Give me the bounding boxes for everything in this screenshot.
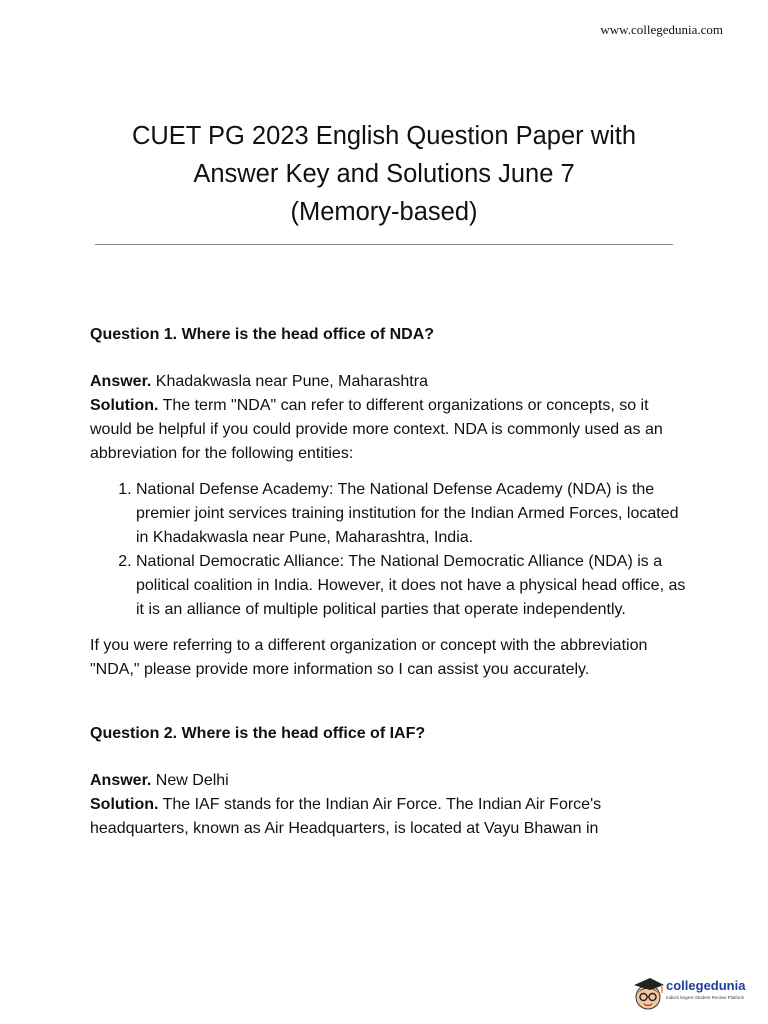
answer-label: Answer.: [90, 373, 152, 390]
answer-label: Answer.: [90, 772, 152, 789]
title-divider: [95, 244, 673, 245]
brand-name: collegedunia: [666, 978, 746, 993]
list-item: 1. National Defense Academy: The National Defense Academy (NDA) is the premier joint services training institution for the Indian Armed Forces, located in Khadakwasla near Pune, Maharashtra, India.: [136, 478, 690, 550]
brand-tagline: India's largest Student Review Platform: [666, 995, 745, 1000]
answer-1: [90, 370, 690, 394]
mascot-icon: [632, 975, 666, 1015]
solution-1: [90, 394, 690, 466]
document-body: [90, 323, 690, 841]
answer-text: New Delhi: [151, 772, 229, 789]
question-1: Question 1. Where is the head office of NDA?: [90, 326, 435, 343]
closing-paragraph: If you were referring to a different organization or concept with the abbreviation "NDA," please provide more information so I can assist you accurately.: [90, 637, 648, 678]
solution-text: The IAF stands for the Indian Air Force. The Indian Air Force's headquarters, known as Air Headquarters, is located at Vayu Bhawan in: [90, 796, 602, 837]
answer-text: Khadakwasla near Pune, Maharashtra: [151, 373, 428, 390]
site-url[interactable]: www.collegedunia.com: [600, 22, 723, 37]
question-2: Question 2. Where is the head office of IAF?: [90, 725, 426, 742]
title-line-3: (Memory-based): [290, 198, 478, 226]
title-line-1: CUET PG 2023 English Question Paper with: [131, 122, 637, 150]
answer-2: [90, 769, 690, 793]
document-title: [60, 117, 708, 231]
collegedunia-logo: [632, 975, 752, 1015]
title-line-2: Answer Key and Solutions June 7: [193, 160, 575, 188]
solution-label: Solution.: [90, 397, 159, 414]
solution-2: [90, 793, 690, 841]
solution-label: Solution.: [90, 796, 159, 813]
entity-list: [90, 478, 690, 622]
solution-text: The term "NDA" can refer to different organizations or concepts, so it would be helpful if you could provide more context. NDA is commonly used as an abbreviation for the following entities:: [90, 397, 663, 462]
list-item: 2. National Democratic Alliance: The National Democratic Alliance (NDA) is a political coalition in India. However, it does not have a physical head office, as it is an alliance of multiple political parties that operate independently.: [136, 550, 690, 622]
